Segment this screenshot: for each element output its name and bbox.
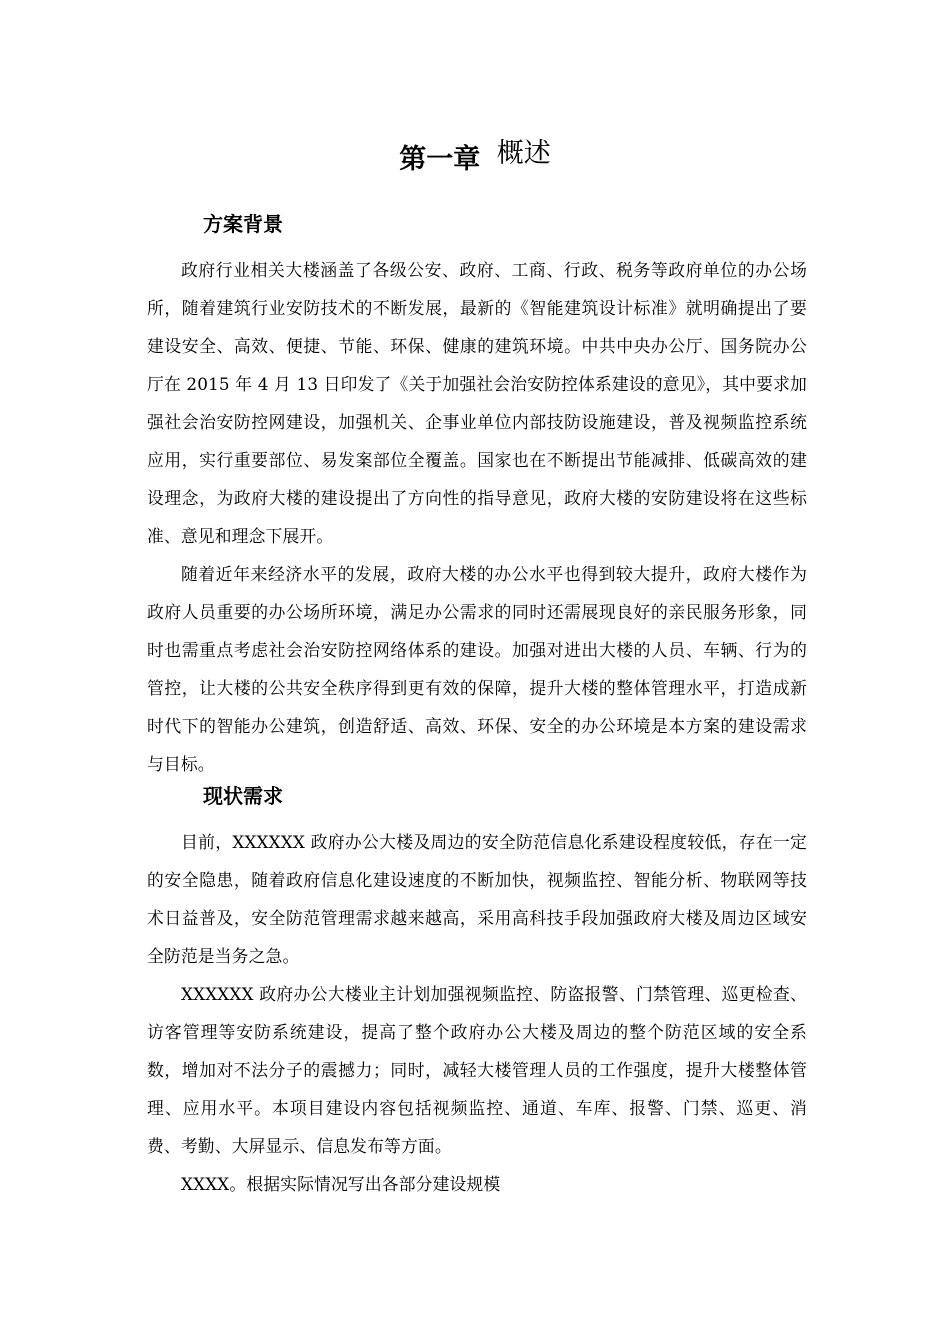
chapter-number: 第一章: [399, 144, 481, 175]
paragraph: XXXX。根据实际情况写出各部分建设规模: [181, 1174, 501, 1194]
section-heading-background: 方案背景: [203, 212, 283, 236]
paragraph: 随着近年来经济水平的发展，政府大楼的办公水平也得到较大提升，政府大楼作为政府人员重要的办公场所环境，满足办公需求的同时还需展现良好的亲民服务形象，同时也需重点考虑社会治安防控网络体系的建设。加强对进出大楼的人员、车辆、行为的管控，让大楼的公共安全秩序得到更有效的保障，提升大楼的整体管理水平，打造成新时代下的智能办公建筑，创造舒适、高效、环保、安全的办公环境是本方案的建设需求与目标。: [147, 564, 807, 774]
section-heading-current-needs: 现状需求: [203, 784, 283, 808]
section-background: [147, 251, 807, 783]
section-current-needs: [147, 823, 807, 1203]
chapter-name: 概述: [496, 138, 551, 169]
paragraph: 政府行业相关大楼涵盖了各级公安、政府、工商、行政、税务等政府单位的办公场所，随着建筑行业安防技术的不断发展，最新的《智能建筑设计标准》就明确提出了要建设安全、高效、便捷、节能、环保、健康的建筑环境。中共中央办公厅、国务院办公厅在 2015 年 4 月 13 日印发了《关于加强社会治安防控体系建设的意见》，其中要求加强社会治安防控网建设，加强机关、企事业单位内部技防设施建设，普及视频监控系统应用，实行重要部位、易发案部位全覆盖。国家也在不断提出节能减排、低碳高效的建设理念，为政府大楼的建设提出了方向性的指导意见，政府大楼的安防建设将在这些标准、意见和理念下展开。: [147, 260, 807, 546]
paragraph: XXXXXX 政府办公大楼业主计划加强视频监控、防盗报警、门禁管理、巡更检查、访客管理等安防系统建设，提高了整个政府办公大楼及周边的整个防范区域的安全系数，增加对不法分子的震撼力；同时，减轻大楼管理人员的工作强度，提升大楼整体管理、应用水平。本项目建设内容包括视频监控、通道、车库、报警、门禁、巡更、消费、考勤、大屏显示、信息发布等方面。: [147, 984, 807, 1156]
chapter-title: [0, 140, 950, 180]
paragraph: 目前，XXXXXX 政府办公大楼及周边的安全防范信息化系建设程度较低，存在一定的安全隐患，随着政府信息化建设速度的不断加快，视频监控、智能分析、物联网等技术日益普及，安全防范管理需求越来越高，采用高科技手段加强政府大楼及周边区域安全防范是当务之急。: [147, 832, 807, 966]
